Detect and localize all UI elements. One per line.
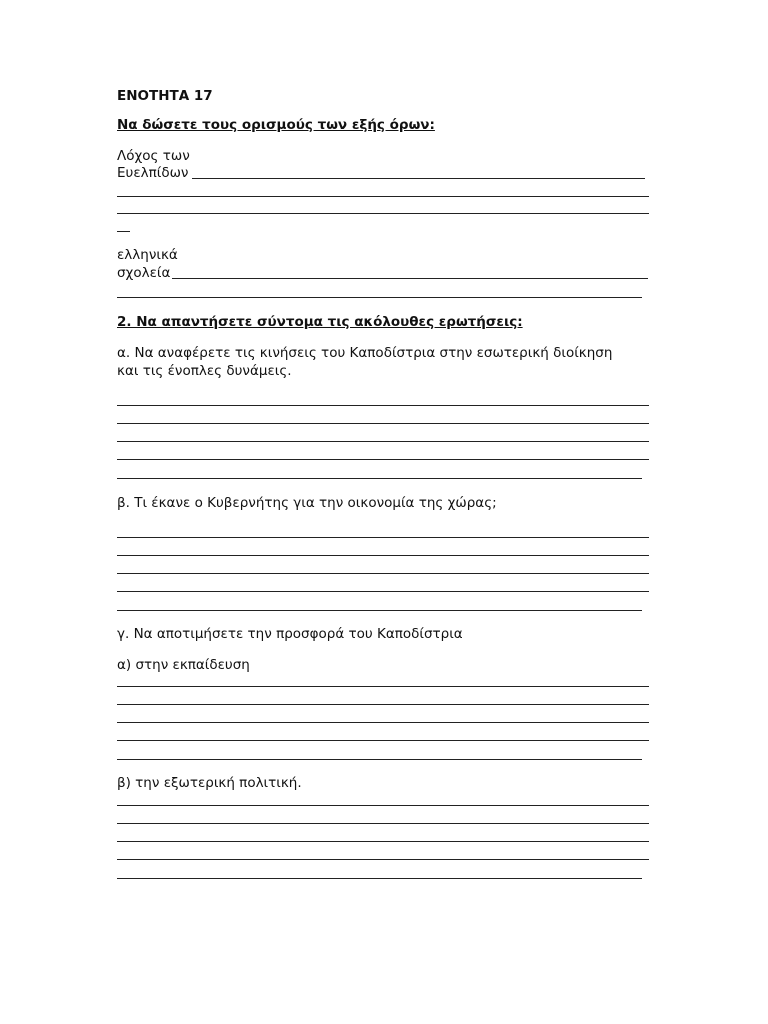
unit-heading: ΕΝΟΤΗΤΑ 17	[117, 88, 213, 104]
answer-line[interactable]	[117, 805, 649, 806]
term2-label-line2: σχολεία	[117, 265, 171, 281]
answer-line[interactable]	[117, 704, 649, 705]
answer-line[interactable]	[117, 740, 649, 741]
question-a-line2: και τις ένοπλες δυνάμεις.	[117, 363, 292, 379]
question-c-sub-b: β) την εξωτερική πολιτική.	[117, 775, 302, 791]
question-c-sub-a: α) στην εκπαίδευση	[117, 657, 250, 673]
answer-line[interactable]	[192, 178, 645, 179]
answer-line[interactable]	[117, 573, 649, 574]
answer-line[interactable]	[117, 441, 649, 442]
answer-line[interactable]	[117, 841, 649, 842]
question-b: β. Τι έκανε ο Κυβερνήτης για την οικονομία της χώρας;	[117, 495, 497, 511]
answer-line[interactable]	[117, 423, 649, 424]
answer-line[interactable]	[117, 405, 649, 406]
question-a-line1: α. Να αναφέρετε τις κινήσεις του Καποδίστρια στην εσωτερική διοίκηση	[117, 345, 613, 361]
section1-title: Να δώσετε τους ορισμούς των εξής όρων:	[117, 117, 435, 133]
answer-line[interactable]	[117, 722, 649, 723]
answer-line[interactable]	[117, 823, 649, 824]
term2-label-line1: ελληνικά	[117, 247, 178, 263]
section2-title: 2. Να απαντήσετε σύντομα τις ακόλουθες ερωτήσεις:	[117, 314, 523, 330]
answer-line[interactable]	[117, 591, 649, 592]
question-c: γ. Να αποτιμήσετε την προσφορά του Καποδίστρια	[117, 626, 463, 642]
answer-line[interactable]	[117, 686, 649, 687]
answer-line[interactable]	[117, 555, 649, 556]
answer-line[interactable]	[172, 278, 648, 279]
answer-line[interactable]	[117, 878, 642, 879]
term1-label-line2: Ευελπίδων	[117, 165, 189, 181]
answer-line[interactable]	[117, 297, 642, 298]
answer-line[interactable]	[117, 231, 130, 232]
answer-line[interactable]	[117, 610, 642, 611]
answer-line[interactable]	[117, 213, 649, 214]
answer-line[interactable]	[117, 859, 649, 860]
answer-line[interactable]	[117, 759, 642, 760]
answer-line[interactable]	[117, 196, 649, 197]
answer-line[interactable]	[117, 478, 642, 479]
term1-label-line1: Λόχος των	[117, 148, 190, 164]
answer-line[interactable]	[117, 537, 649, 538]
answer-line[interactable]	[117, 459, 649, 460]
